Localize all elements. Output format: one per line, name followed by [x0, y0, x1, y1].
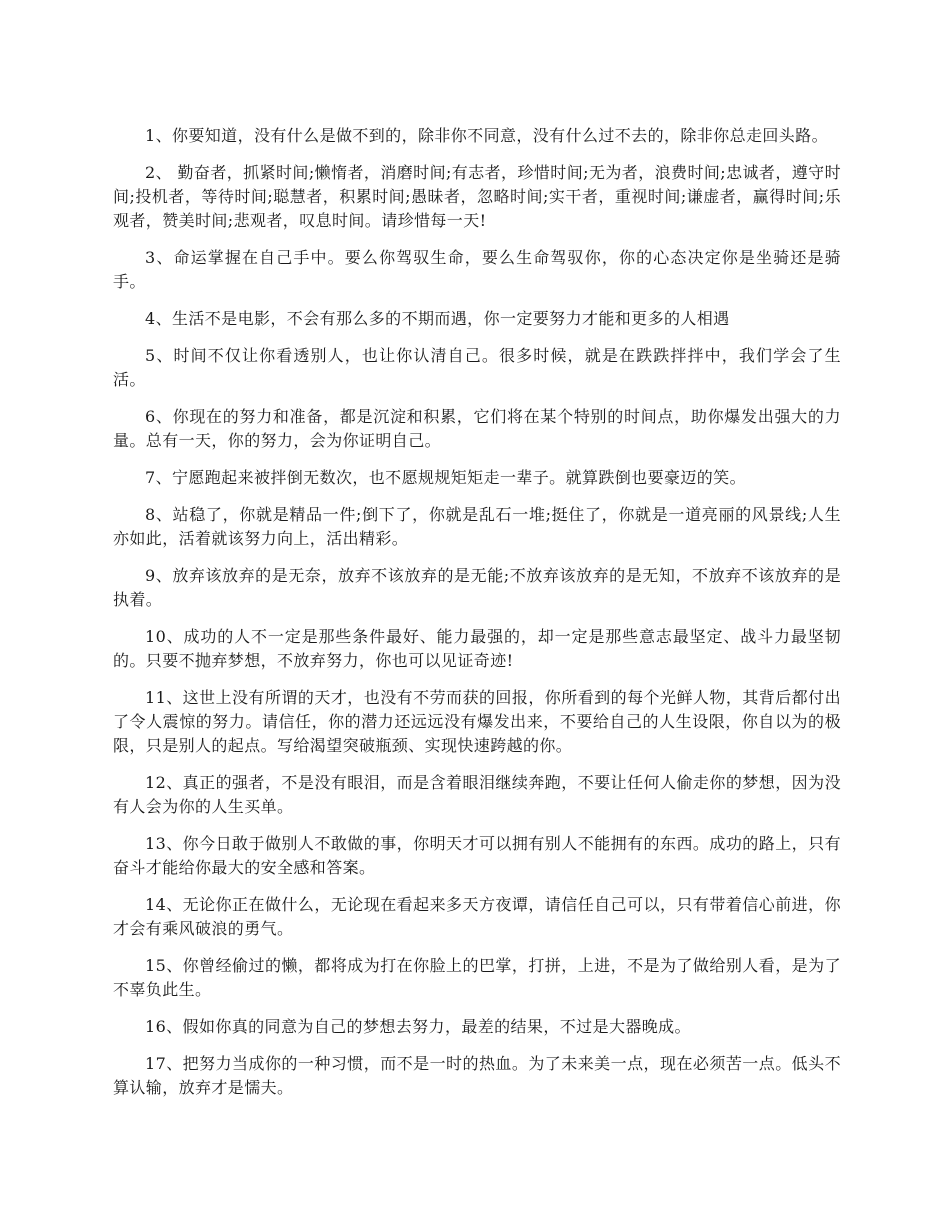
paragraph-12: 12、真正的强者，不是没有眼泪，而是含着眼泪继续奔跑，不要让任何人偷走你的梦想，因为没有人会为你的人生买单。 — [113, 773, 841, 816]
paragraph-13: 13、你今日敢于做别人不敢做的事，你明天才可以拥有别人不能拥有的东西。成功的路上，只有奋斗才能给你最大的安全感和答案。 — [113, 834, 841, 877]
paragraph-14: 14、无论你正在做什么，无论现在看起来多天方夜谭，请信任自己可以，只有带着信心前进，你才会有乘风破浪的勇气。 — [113, 895, 841, 938]
paragraph-6: 6、你现在的努力和准备，都是沉淀和积累，它们将在某个特别的时间点，助你爆发出强大的力量。总有一天，你的努力，会为你证明自己。 — [113, 407, 841, 450]
paragraph-16: 16、假如你真的同意为自己的梦想去努力，最差的结果，不过是大器晚成。 — [145, 1017, 691, 1036]
paragraph-1: 1、你要知道，没有什么是做不到的，除非你不同意，没有什么过不去的，除非你总走回头路。 — [145, 126, 828, 145]
paragraph-5: 5、时间不仅让你看透别人，也让你认清自己。很多时候，就是在跌跌拌拌中，我们学会了生活。 — [113, 346, 841, 389]
paragraph-8: 8、站稳了，你就是精品一件;倒下了，你就是乱石一堆;挺住了，你就是一道亮丽的风景线;人生亦如此，活着就该努力向上，活出精彩。 — [113, 505, 841, 548]
paragraph-15: 15、你曾经偷过的懒，都将成为打在你脸上的巴掌，打拼，上进，不是为了做给别人看，是为了不辜负此生。 — [113, 956, 841, 999]
paragraph-7: 7、宁愿跑起来被拌倒无数次，也不愿规规矩矩走一辈子。就算跌倒也要豪迈的笑。 — [145, 468, 746, 487]
paragraph-11: 11、这世上没有所谓的天才，也没有不劳而获的回报，你所看到的每个光鲜人物，其背后都付出了令人震惊的努力。请信任，你的潜力还远远没有爆发出来，不要给自己的人生设限，你自以为的极限，只是别人的起点。写给渴望突破瓶颈、实现快速跨越的你。 — [113, 688, 841, 755]
paragraph-2: 2、 勤奋者，抓紧时间;懒惰者，消磨时间;有志者，珍惜时间;无为者，浪费时间;忠诚者，遵守时间;投机者，等待时间;聪慧者，积累时间;愚昧者，忽略时间;实干者，重视时间;谦虚者，赢得时间;乐观者，赞美时间;悲观者，叹息时间。请珍惜每一天! — [113, 163, 841, 230]
paragraph-3: 3、命运掌握在自己手中。要么你驾驭生命，要么生命驾驭你，你的心态决定你是坐骑还是骑手。 — [113, 248, 841, 291]
paragraph-4: 4、生活不是电影，不会有那么多的不期而遇，你一定要努力才能和更多的人相遇 — [145, 309, 730, 328]
paragraph-9: 9、放弃该放弃的是无奈，放弃不该放弃的是无能;不放弃该放弃的是无知，不放弃不该放弃的是执着。 — [113, 566, 841, 609]
document-body — [113, 124, 841, 1113]
paragraph-17: 17、把努力当成你的一种习惯，而不是一时的热血。为了未来美一点，现在必须苦一点。低头不算认输，放弃才是懦夫。 — [113, 1054, 841, 1097]
paragraph-10: 10、成功的人不一定是那些条件最好、能力最强的，却一定是那些意志最坚定、战斗力最坚韧的。只要不抛弃梦想，不放弃努力，你也可以见证奇迹! — [113, 627, 841, 670]
